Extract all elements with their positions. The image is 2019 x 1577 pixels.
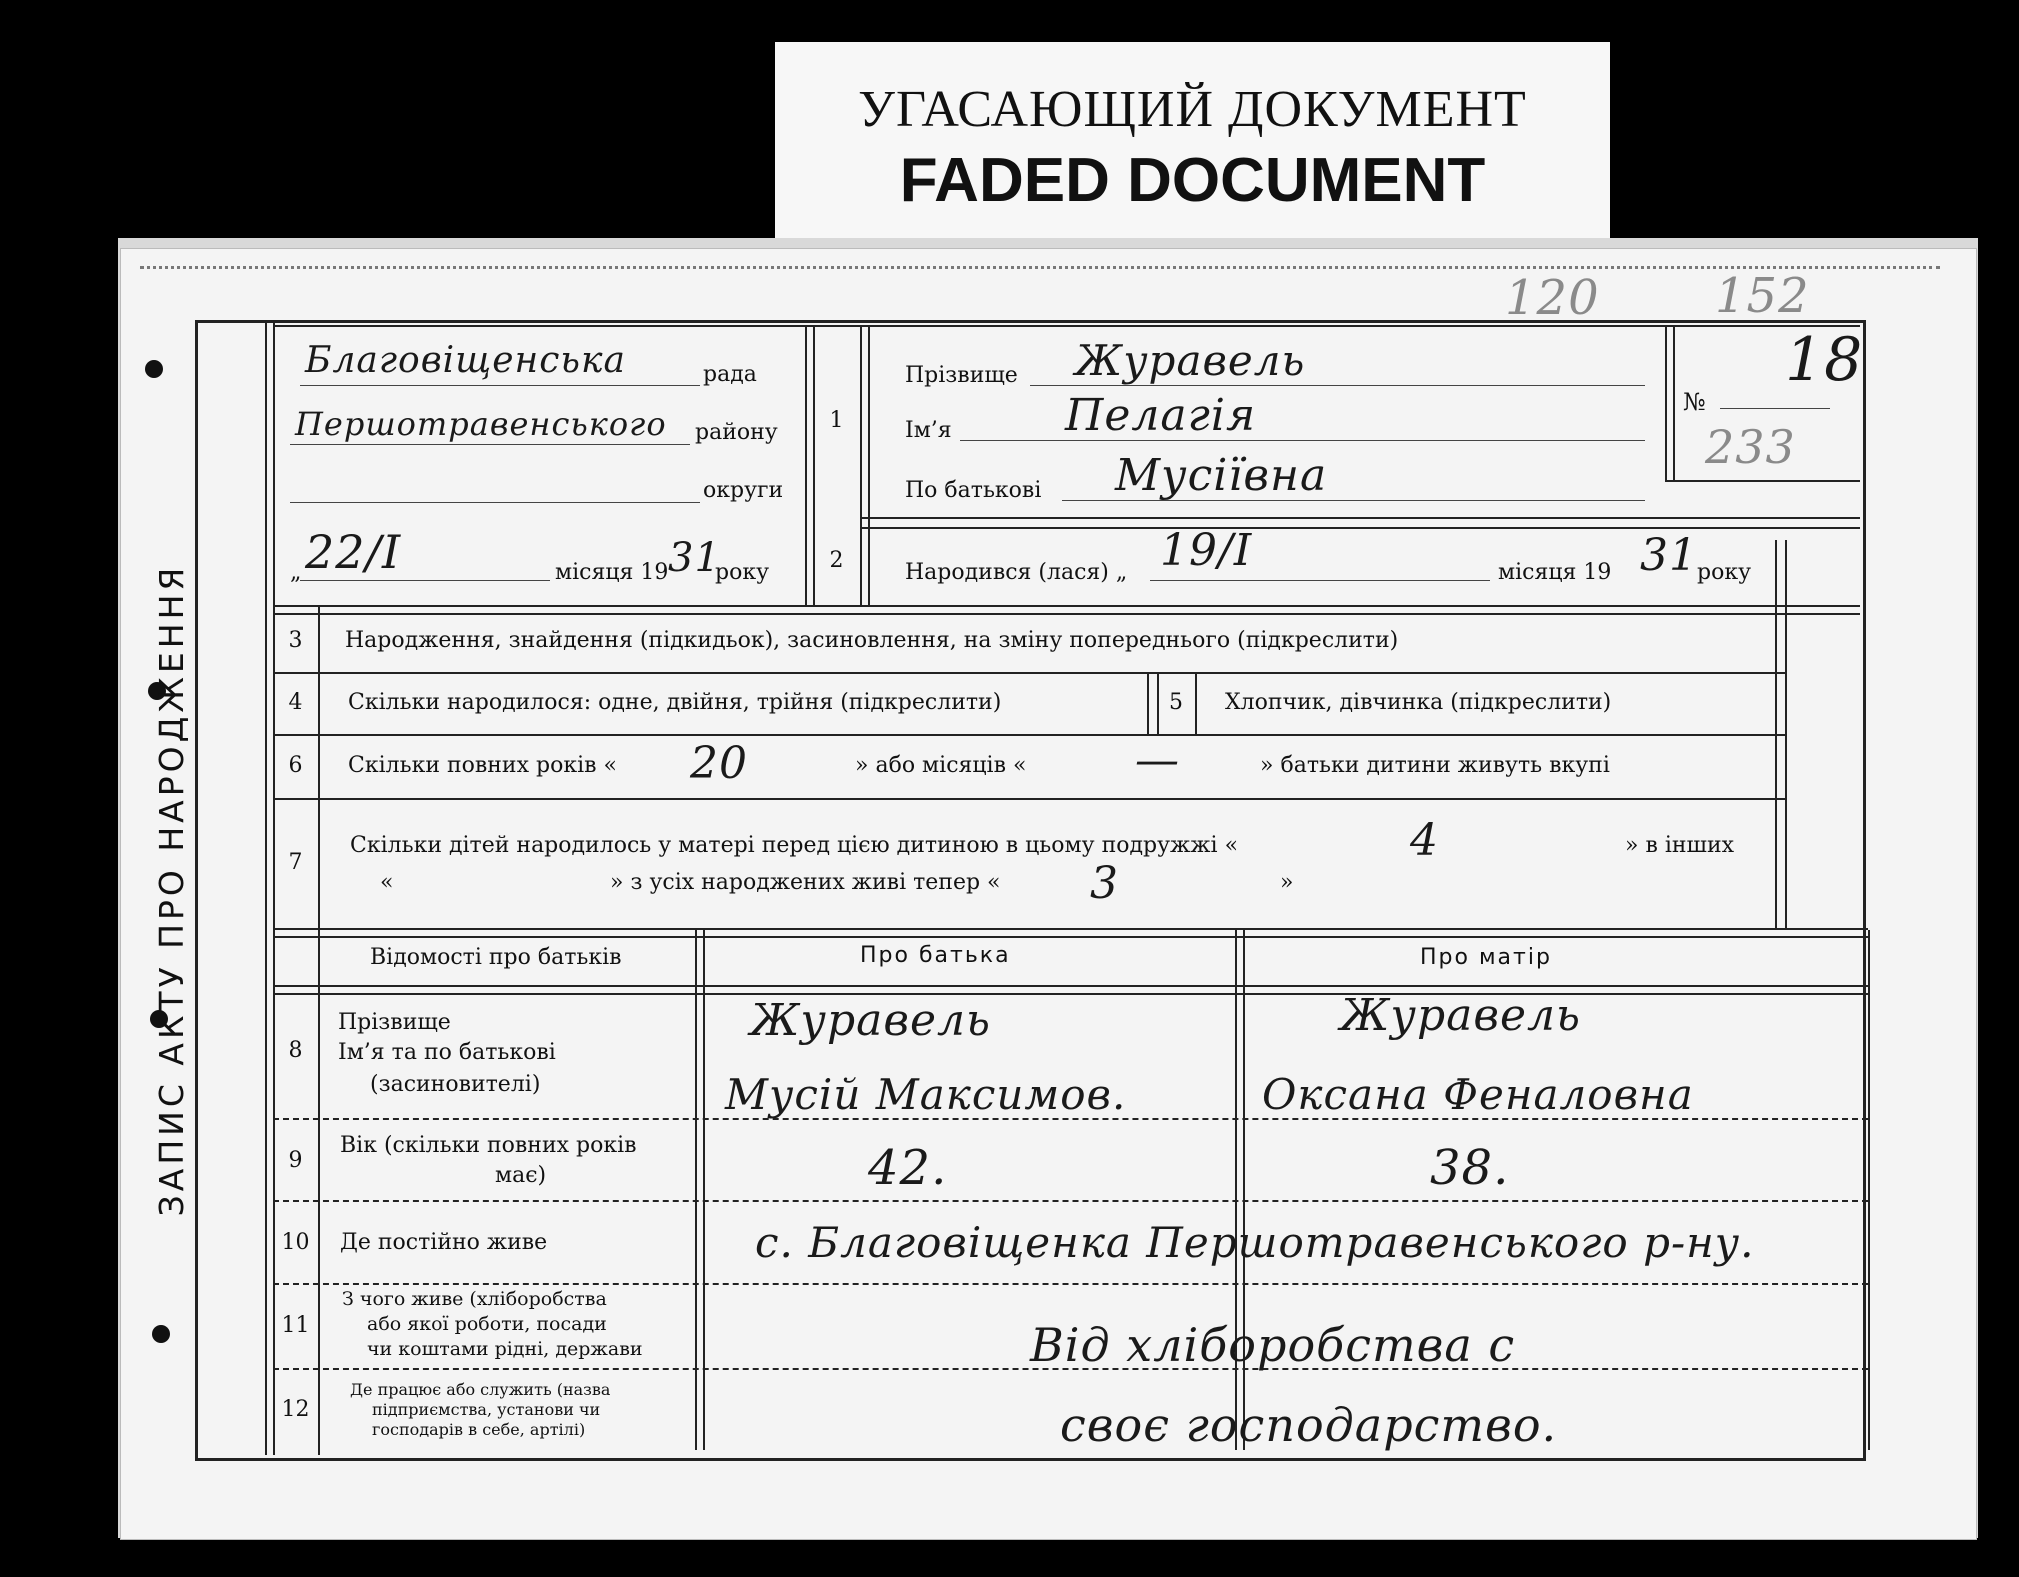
- grid-line: [273, 325, 1860, 327]
- row-number: 8: [288, 1038, 303, 1063]
- grid-line: [860, 527, 1860, 529]
- grid-line: [273, 613, 1860, 615]
- row-number: 12: [281, 1397, 310, 1422]
- workplace-label-2: підприємства, установи чи: [372, 1400, 601, 1419]
- child-patronymic-value: Мусіївна: [1115, 450, 1328, 501]
- grid-line: [1147, 672, 1149, 734]
- grid-line: [1195, 672, 1197, 734]
- grid-line: [1665, 325, 1667, 480]
- name-patronymic-label: Ім’я та по батькові: [338, 1040, 556, 1065]
- father-name-value: Мусій Максимов.: [725, 1070, 1127, 1119]
- birth-month-label: місяця 19: [1498, 560, 1612, 585]
- parents-live-together-label: » батьки дитини живуть вкупі: [1260, 753, 1610, 778]
- marriage-months-label: » або місяців «: [855, 753, 1027, 778]
- livelihood-label-2: або якої роботи, посади: [367, 1313, 607, 1335]
- workplace-label-3: господарів в себе, артілі): [372, 1420, 586, 1439]
- adopters-label: (засиновителі): [370, 1072, 541, 1097]
- grid-line: [273, 936, 1868, 938]
- banner-en-text: FADED DOCUMENT: [899, 146, 1486, 215]
- banner-ru-text: УГАСАЮЩИЙ ДОКУМЕНТ: [858, 81, 1527, 138]
- grid-line: [273, 798, 1785, 800]
- other-marriages-label: » в інших: [1625, 833, 1735, 858]
- mother-age-value: 38.: [1430, 1140, 1510, 1196]
- fill-line: [290, 444, 690, 445]
- fill-line: [300, 385, 700, 386]
- birth-day-value: 19/І: [1160, 525, 1253, 576]
- living-children-value: 3: [1090, 858, 1119, 909]
- record-number-label: №: [1683, 388, 1706, 416]
- mother-surname-value: Журавель: [1340, 990, 1581, 1041]
- child-surname-value: Журавель: [1075, 336, 1306, 385]
- mother-header: Про матір: [1420, 945, 1552, 970]
- fill-line: [290, 502, 700, 503]
- surname-label: Прізвище: [905, 363, 1018, 388]
- row-number: 5: [1169, 690, 1183, 715]
- row-number: 10: [281, 1230, 310, 1255]
- workplace-label-1: Де працює або служить (назва: [350, 1380, 611, 1399]
- fill-line: [1062, 500, 1645, 501]
- row-number: 6: [288, 753, 303, 778]
- grid-line: [318, 605, 320, 1455]
- age-label: Вік (скільки повних років: [340, 1133, 637, 1158]
- grid-line: [1243, 930, 1245, 1450]
- grid-line: [1868, 930, 1870, 1450]
- punch-hole: [145, 360, 163, 378]
- grid-line: [703, 930, 705, 1450]
- registration-year-label: року: [715, 560, 770, 585]
- registration-month-label: місяця 19: [555, 560, 669, 585]
- mother-name-value: Оксана Феналовна: [1262, 1070, 1694, 1119]
- birth-year-value: 31: [1640, 530, 1698, 581]
- patronymic-label: По батькові: [905, 478, 1042, 503]
- grid-line: [265, 320, 267, 1455]
- quote-close: »: [1280, 870, 1294, 895]
- fill-line: [1150, 580, 1490, 581]
- child-name-value: Пелагія: [1065, 390, 1257, 441]
- name-label: Ім’я: [905, 418, 952, 443]
- registration-type-text: Народження, знайдення (підкидьок), засиновлення, на зміну попереднього (підкреслити): [345, 628, 1399, 653]
- father-age-value: 42.: [868, 1140, 948, 1196]
- fill-line: [1030, 385, 1645, 386]
- livelihood-value: Від хліборобства с: [1030, 1318, 1516, 1372]
- grid-line: [805, 325, 807, 605]
- raion-label: району: [695, 420, 778, 445]
- residence-value: с. Благовіщенка Першотравенського р-ну.: [755, 1218, 1755, 1267]
- father-surname-value: Журавель: [750, 995, 991, 1046]
- grid-line: [273, 928, 1868, 930]
- workplace-value: своє господарство.: [1060, 1398, 1558, 1452]
- grid-line: [273, 672, 1785, 674]
- okrug-label: округи: [703, 478, 784, 503]
- registration-date-value: 22/І: [305, 525, 402, 579]
- grid-line: [868, 325, 870, 605]
- quote-open: «: [380, 870, 394, 895]
- born-label: Народився (лася) „: [905, 560, 1128, 585]
- surname-label: Прізвище: [338, 1010, 451, 1035]
- children-before-label: Скільки дітей народилось у матері перед цією дитиною в цьому подружжі «: [350, 833, 1239, 858]
- punch-hole: [152, 1325, 170, 1343]
- rada-value: Благовіщенська: [305, 340, 626, 381]
- grid-line: [1673, 325, 1675, 480]
- marriage-years-value: 20: [690, 738, 748, 789]
- children-before-value: 4: [1410, 815, 1439, 866]
- perforated-edge: [140, 266, 1940, 269]
- births-count-text: Скільки народилося: одне, двійня, трійня (підкреслити): [348, 690, 1002, 715]
- registration-year-value: 31: [668, 535, 721, 581]
- father-header: Про батька: [860, 943, 1011, 968]
- age-label-suffix: має): [495, 1163, 547, 1188]
- archive-mark-b: 152: [1715, 268, 1810, 324]
- marriage-months-value: —: [1135, 735, 1180, 786]
- livelihood-label-1: З чого живе (хліборобства: [342, 1288, 607, 1310]
- grid-line: [273, 1283, 1868, 1285]
- row-number: 7: [288, 850, 303, 875]
- grid-line: [1235, 930, 1237, 1450]
- marriage-years-label: Скільки повних років «: [348, 753, 617, 778]
- grid-line: [273, 734, 1785, 736]
- fill-line: [1720, 408, 1830, 409]
- row-number: 2: [829, 548, 844, 573]
- birth-year-label: року: [1697, 560, 1752, 585]
- grid-line: [1785, 540, 1787, 930]
- grid-line: [860, 325, 862, 605]
- old-record-number: 233: [1705, 420, 1796, 474]
- grid-line: [273, 993, 1868, 995]
- row-number: 4: [288, 690, 303, 715]
- date-quote: „: [290, 560, 302, 585]
- grid-line: [695, 930, 697, 1450]
- side-title: ЗАПИС АКТУ ПРО НАРОДЖЕННЯ: [152, 563, 191, 1217]
- livelihood-label-3: чи коштами рідні, держави: [367, 1338, 643, 1360]
- living-children-label: » з усіх народжених живі тепер «: [610, 870, 1001, 895]
- archive-mark-a: 120: [1505, 270, 1600, 326]
- row-number: 3: [288, 628, 303, 653]
- parents-info-header: Відомості про батьків: [370, 945, 622, 970]
- grid-line: [860, 517, 1860, 519]
- row-number: 1: [829, 408, 844, 433]
- record-number-value: 18: [1785, 325, 1864, 395]
- sex-text: Хлопчик, дівчинка (підкреслити): [1225, 690, 1612, 715]
- row-number: 11: [281, 1313, 310, 1338]
- row-number: 9: [288, 1148, 303, 1173]
- rada-label: рада: [703, 362, 757, 387]
- grid-line: [1665, 480, 1860, 482]
- grid-line: [273, 1200, 1868, 1202]
- raion-value: Першотравенського: [295, 405, 667, 443]
- fill-line: [300, 580, 550, 581]
- grid-line: [273, 605, 1860, 607]
- residence-label: Де постійно живе: [340, 1230, 548, 1255]
- grid-line: [273, 985, 1868, 987]
- fill-line: [960, 440, 1645, 441]
